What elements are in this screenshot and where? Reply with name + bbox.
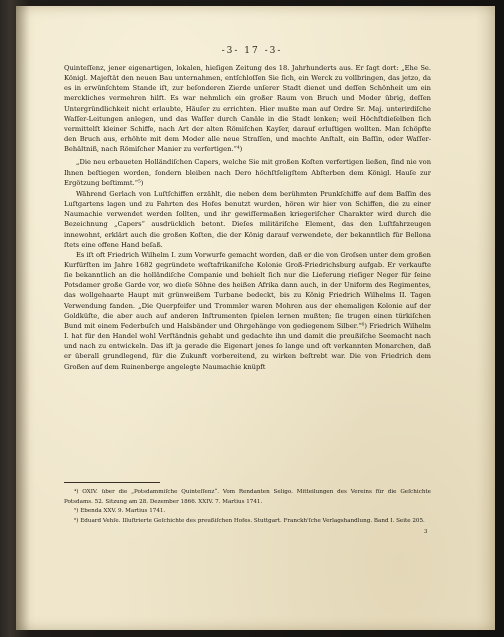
footnote-rule: [64, 482, 160, 483]
footnotes: [64, 488, 431, 527]
footnote-6: ⁶) Eduard Vehſe. Illuſtrierte Geſchichte des preußiſchen Hofes. Stuttgart. Franckh'ſche Verlagshandlung. Band I. Seite 205.: [74, 518, 425, 525]
signature-mark: 3: [424, 529, 428, 535]
footnote-4: ⁴) OXIV. über die „Potsdammiſche Quinteſſenz“. Vom Rendanten Seligo. Mitteilungen des Vereins für die Geſchichte Potsdams. 52. Sitzung am 28. Dezember 1866. XXIV. 7. Martius 1741.: [64, 489, 431, 505]
paragraph-4: Es iſt oft Friedrich Wilhelm I. zum Vorwurfe gemacht worden, daß er die von Groſsen unter dem großen Kurfürſten im Jahre 1682 gegründete weſtafrikaniſche Kolonie Groß-Friedrichsburg aufgab. Er verkaufte ſie bekanntlich an die holländiſche Companie und behielt ſich nur die Lieferung rieſiger Neger für ſeine Potsdamer große Garde vor, wo dieſe Söhne des heißen Afrika dann auch, in der Uniform des Regimentes, das wollgehaarte Haupt mit grünweißem Turbane bedeckt, bis zu König Friedrich Wilhelms II. Tagen Verwendung fanden. „Die Querpfeifer und Trommler waren Mohren aus der ehemaligen Kolonie auf der Goldküſte, die aber auch auf anderen Inſtrumenten ſpielen lernen mußten; ſie trugen einen türkiſchen Bund mit einem Federbuſch und Halsbänder und Ohrgehänge von gediegenem Silber.“⁶) Friedrich Wilhelm I. hat für den Handel wohl Verſtändnis gehabt und gedachte ihn und damit die preußiſche Seemacht nach und nach zu entwickeln. Das iſt ja gerade die Eigenart jenes ſo lange und oft verkannten Monarchen, daß er überall grundlegend, für die Zukunft vorbereitend, zu wirken beſtrebt war. Die von Friedrich dem Großen auf dem Ruinenberge angelegte Naumachie knüpft: [64, 250, 431, 371]
paragraph-1: Quinteſſenz, jener eigenartigen, lokalen, hieſigen Zeitung des 18. Jahrhunderts aus. Er ſagt dort: „Ehe Se. Königl. Majeſtät den neuen Bau unternahmen, entſchloſſen Sie ſich, ein Werck zu vollbringen, das jetzo, da es in erwünſchtem Stande iſt, zur beſonderen Zierde unſerer Stadt dienet und deſſen Schönheit um ein merckliches vermehren hilft. Es war nehmlich ein großer Raum von Bruch und Moder übrig, deſſen Untergründlichkeit nicht erlaubte, Häuſer zu errichten. Hier mußte man auf Ordre Sr. Maj. unterirdiſche Waſſer-Leitungen anlegen, und das Waſſer durch Canäle in die Stadt lenken; weil Höchſtdieſelben ſich vermittelſt kleiner Schiffe, nach Art der alten Römiſchen Kayſer, darauf erluſtigen wollten. Man ſchöpfte den Bruch aus, erhöhte mit dem Moder alle neue Straſſen, und machte Anſtalt, ein Baſſin, oder Waſſer-Behältniß, nach Römiſcher Manier zu verfertigen.“⁴): [64, 64, 431, 154]
paragraph-3: Während Gerlach von Luſtſchiffen erzählt, die neben dem berühmten Prunkſchiffe auf dem Baſſin des Luſtgartens lagen und zu Fahrten des Hofes benutzt wurden, hören wir hier von Schiffen, die zu einer Naumachie verwendet werden ſollten, und ihr gewiſſermaßen kriegeriſcher Charakter wird durch die Bezeichnung „Capers“ ausdrücklich betont. Dieſes militäriſche Element, das den Luſtfahrzeugen innewohnt, erklärt auch die großen Koſten, die der König darauf verwendete, der bekanntlich für Bellona ſtets eine offene Hand beſaß.: [64, 189, 431, 249]
page-header: -3- 17 -3-: [221, 46, 283, 56]
footnote-5: ⁵) Ebenda XXV. 9. Martius 1741.: [74, 508, 166, 515]
body-text: [64, 63, 431, 372]
paragraph-2: „Die neu erbaueten Holländiſchen Capers, welche Sie mit großen Koſten verfertigen ließen, ſind nie von Ihnen beſtiegen worden, ſondern bleiben nach Dero höchſtſeligſtem Abſterben dem Königl. Hauſe zur Ergötzung beſtimmt.“⁵): [64, 158, 431, 187]
